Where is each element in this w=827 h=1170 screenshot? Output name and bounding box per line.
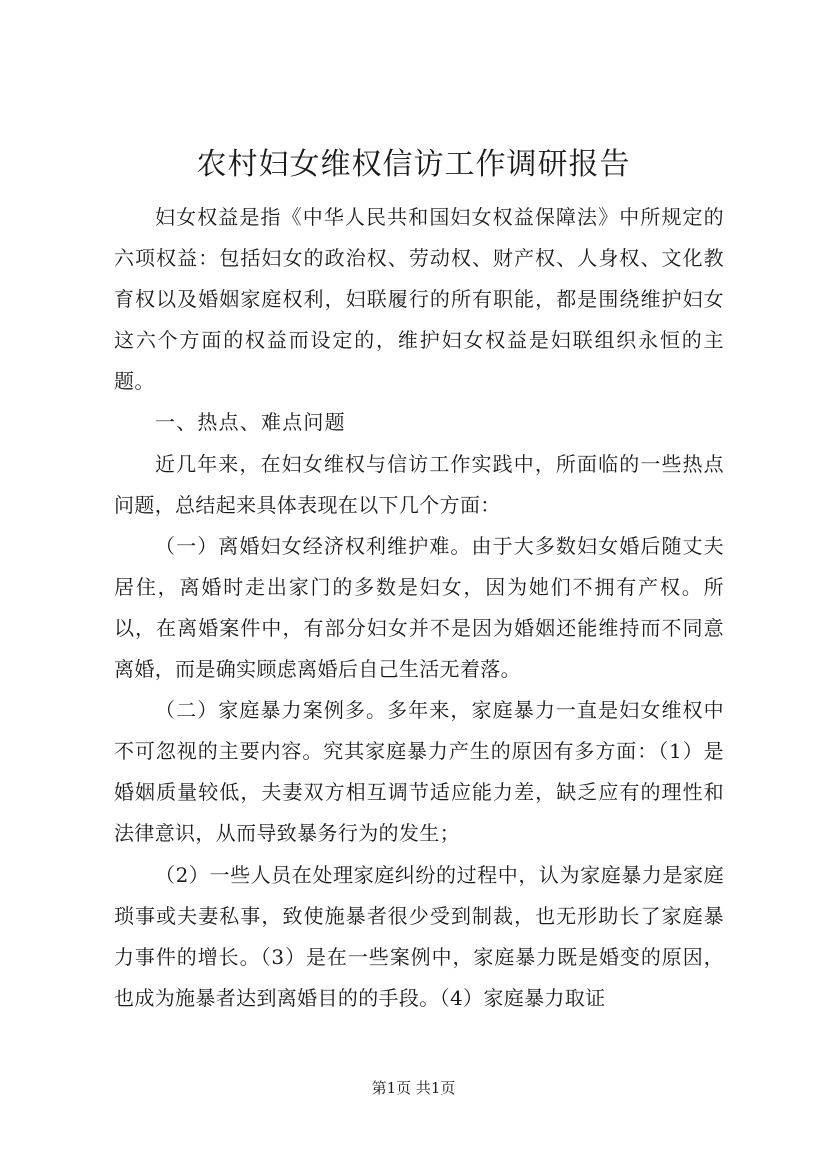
paragraph-intro: 妇女权益是指《中华人民共和国妇女权益保障法》中所规定的六项权益：包括妇女的政治权、劳动权、财产权、人身权、文化教育权以及婚姻家庭权利，妇联履行的所有职能，都是围绕维护妇女这六个方面的权益而设定的，维护妇女权益是妇联组织永恒的主题。 <box>114 205 724 394</box>
paragraph-domestic-violence: （二）家庭暴力案例多。多年来，家庭暴力一直是妇女维权中不可忽视的主要内容。究其家庭暴力产生的原因有多方面：（1）是婚姻质量较低，夫妻双方相互调节适应能力差，缺乏应有的理性和法律意识，从而导致暴务行为的发生； <box>114 698 724 846</box>
paragraph-domestic-violence-continued: （2）一些人员在处理家庭纠纷的过程中，认为家庭暴力是家庭琐事或夫妻私事，致使施暴者很少受到制裁，也无形助长了家庭暴力事件的增长。（3）是在一些案例中，家庭暴力既是婚变的原因，也成为施暴者达到离婚目的的手段。（4）家庭暴力取证 <box>114 862 724 1010</box>
section-heading-hot-issues: 一、热点、难点问题 <box>155 410 346 435</box>
document-title: 农村妇女维权信访工作调研报告 <box>196 147 631 182</box>
paragraph-divorce-economic-rights: （一）离婚妇女经济权利维护难。由于大多数妇女婚后随丈夫居住，离婚时走出家门的多数是妇女，因为她们不拥有产权。所以，在离婚案件中，有部分妇女并不是因为婚姻还能维持而不同意离婚，而是确实顾虑离婚后自己生活无着落。 <box>114 533 724 682</box>
page-footer: 第1页 共1页 <box>371 1079 456 1097</box>
document-body <box>114 197 724 1019</box>
paragraph-overview: 近几年来，在妇女维权与信访工作实践中，所面临的一些热点问题，总结起来具体表现在以下几个方面： <box>114 451 724 517</box>
